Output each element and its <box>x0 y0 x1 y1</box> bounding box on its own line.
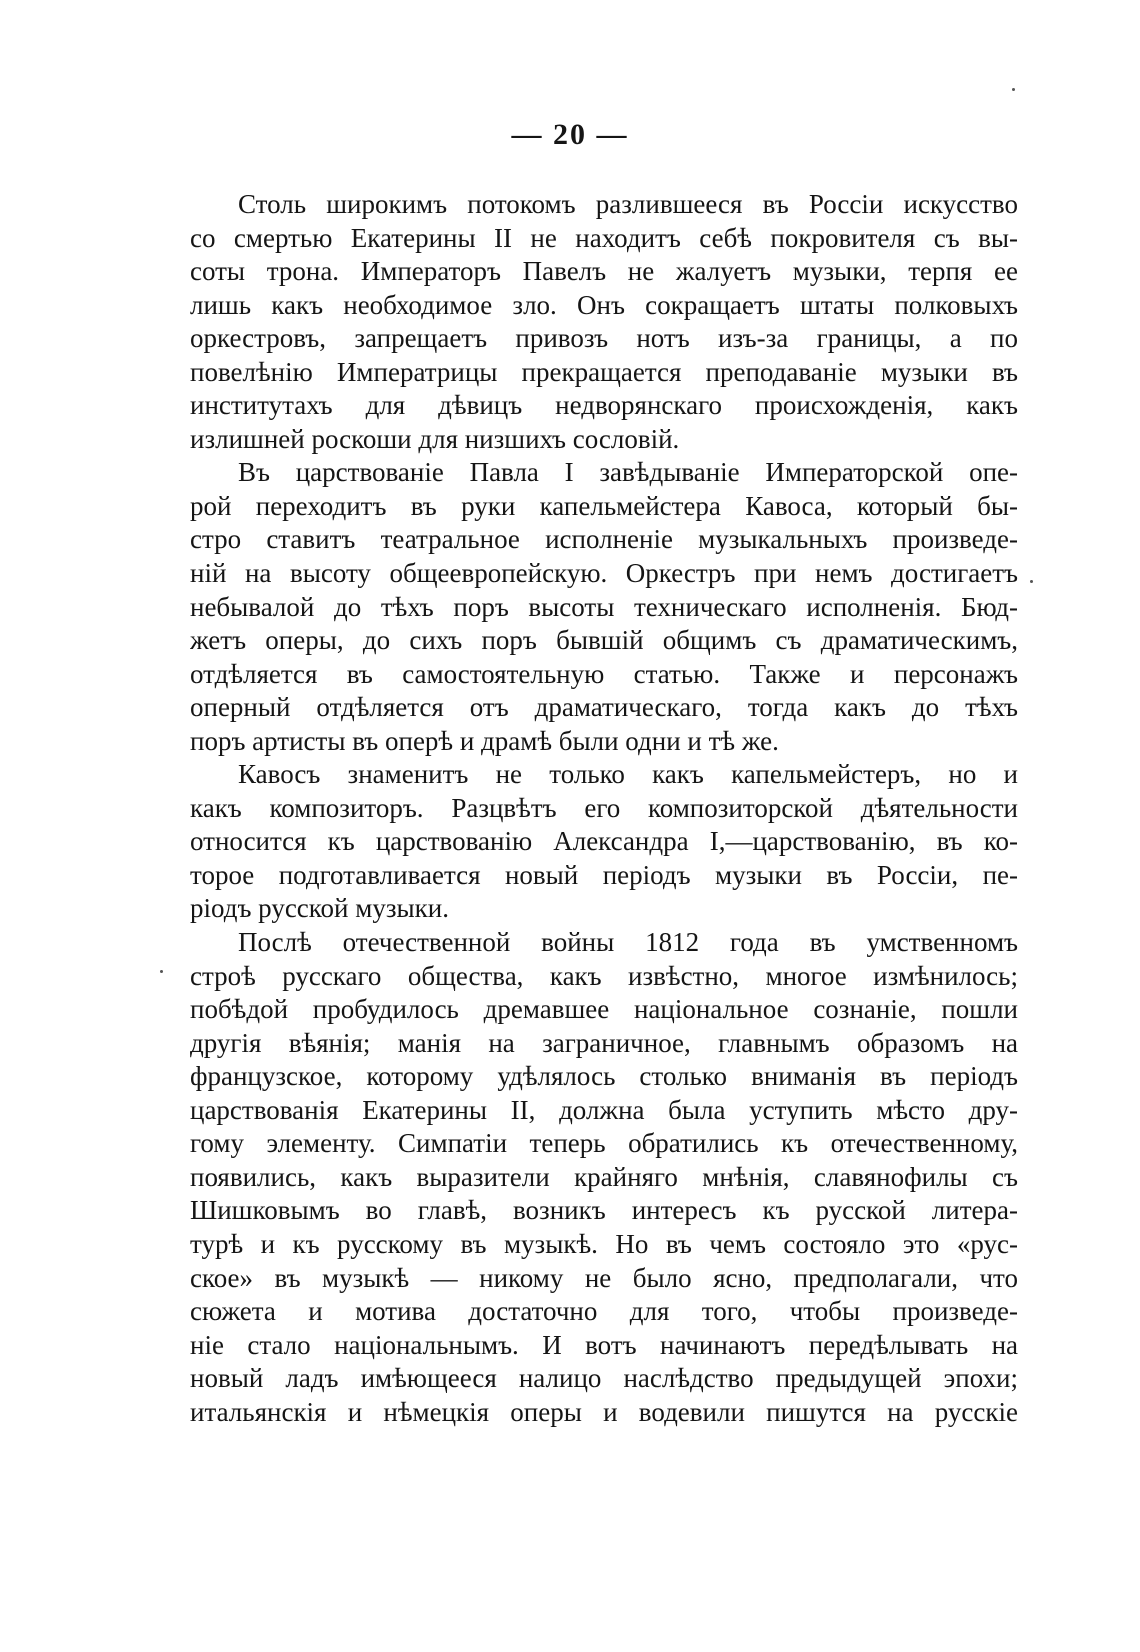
text-line: жетъ оперы, до сихъ поръ бывшій общимъ съ драматическимъ, <box>190 625 1018 656</box>
text-line: гому элементу. Симпатіи теперь обратились къ отечественному, <box>190 1128 1018 1159</box>
text-line: отдѣляется въ самостоятельную статью. Также и персонажъ <box>190 658 1018 689</box>
text-line: небывалой до тѣхъ поръ высоты техническаго исполненія. Бюд- <box>190 591 1018 622</box>
text-line: стро ставитъ театральное исполненіе музыкальныхъ произведе- <box>190 524 1018 555</box>
text-line: строѣ русскаго общества, какъ извѣстно, многое измѣнилось; <box>190 960 1018 991</box>
text-line: царствованія Екатерины II, должна была уступить мѣсто дру- <box>190 1094 1018 1125</box>
text-line: лишь какъ необходимое зло. Онъ сокращаетъ штаты полковыхъ <box>190 289 1018 320</box>
text-line: новый ладъ имѣющееся налицо наслѣдство предыдущей эпохи; <box>190 1363 1018 1394</box>
text-line: какъ композиторъ. Разцвѣтъ его композиторской дѣятельности <box>190 792 1018 823</box>
text-line: итальянскія и нѣмецкія оперы и водевили пишутся на русскіе <box>190 1396 1018 1427</box>
text-line: ній на высоту общеевропейскую. Оркестръ при немъ достигаетъ <box>190 558 1018 589</box>
text-line: появились, какъ выразители крайняго мнѣнія, славянофилы съ <box>190 1161 1018 1192</box>
page-number: — 20 — <box>511 118 629 151</box>
paper-speck <box>1012 88 1015 91</box>
paper-speck <box>160 970 163 973</box>
paragraph-2 <box>190 456 1018 758</box>
body-text <box>190 188 1018 1429</box>
text-line: оперный отдѣляется отъ драматическаго, тогда какъ до тѣхъ <box>190 692 1018 723</box>
text-line: турѣ и къ русскому въ музыкѣ. Но въ чемъ состояло это «рус- <box>190 1228 1018 1259</box>
text-line: соты трона. Императоръ Павелъ не жалуетъ музыки, терпя ее <box>190 256 1018 287</box>
text-line: сюжета и мотива достаточно для того, чтобы произведе- <box>190 1296 1018 1327</box>
text-line: излишней роскоши для низшихъ сословій. <box>190 423 680 454</box>
text-line: Столь широкимъ потокомъ разлившееся въ Россіи искусство <box>238 189 1018 219</box>
text-line: торое подготавливается новый періодъ музыки въ Россіи, пе- <box>190 859 1018 890</box>
text-line: Шишковымъ во главѣ, возникъ интересъ къ русской литера- <box>190 1195 1018 1226</box>
text-line: ское» въ музыкѣ — никому не было ясно, предполагали, что <box>190 1262 1018 1293</box>
paragraph-3 <box>190 758 1018 926</box>
text-line: ніе стало національнымъ. И вотъ начинаютъ передѣлывать на <box>190 1329 1018 1360</box>
text-line: Кавосъ знаменитъ не только какъ капельмейстеръ, но и <box>238 759 1018 790</box>
text-line: оркестровъ, запрещаетъ привозъ нотъ изъ-за границы, а по <box>190 323 1018 354</box>
text-line: побѣдой пробудилось дремавшее національное сознаніе, пошли <box>190 994 1018 1025</box>
text-line: Послѣ отечественной войны 1812 года въ умственномъ <box>238 927 1018 958</box>
paragraph-4 <box>190 926 1018 1429</box>
text-line: институтахъ для дѣвицъ недворянскаго происхожденія, какъ <box>190 390 1018 421</box>
paper-speck <box>1030 580 1033 583</box>
text-line: другія вѣянія; манія на заграничное, главнымъ образомъ на <box>190 1027 1018 1058</box>
text-line: ріодъ русской музыки. <box>190 893 449 924</box>
text-line: поръ артисты въ оперѣ и драмѣ были одни и тѣ же. <box>190 725 779 756</box>
text-line: французское, которому удѣлялось столько вниманія въ періодъ <box>190 1061 1018 1092</box>
text-line: относится къ царствованію Александра I,—царствованію, въ ко- <box>190 826 1018 857</box>
text-line: рой переходитъ въ руки капельмейстера Кавоса, который бы- <box>190 490 1018 521</box>
text-line: повелѣнію Императрицы прекращается преподаваніе музыки въ <box>190 356 1018 387</box>
paragraph-1 <box>190 188 1018 456</box>
text-line: Въ царствованіе Павла I завѣдываніе Императорской опе- <box>238 457 1018 488</box>
text-line: со смертью Екатерины II не находитъ себѣ покровителя съ вы- <box>190 222 1018 253</box>
